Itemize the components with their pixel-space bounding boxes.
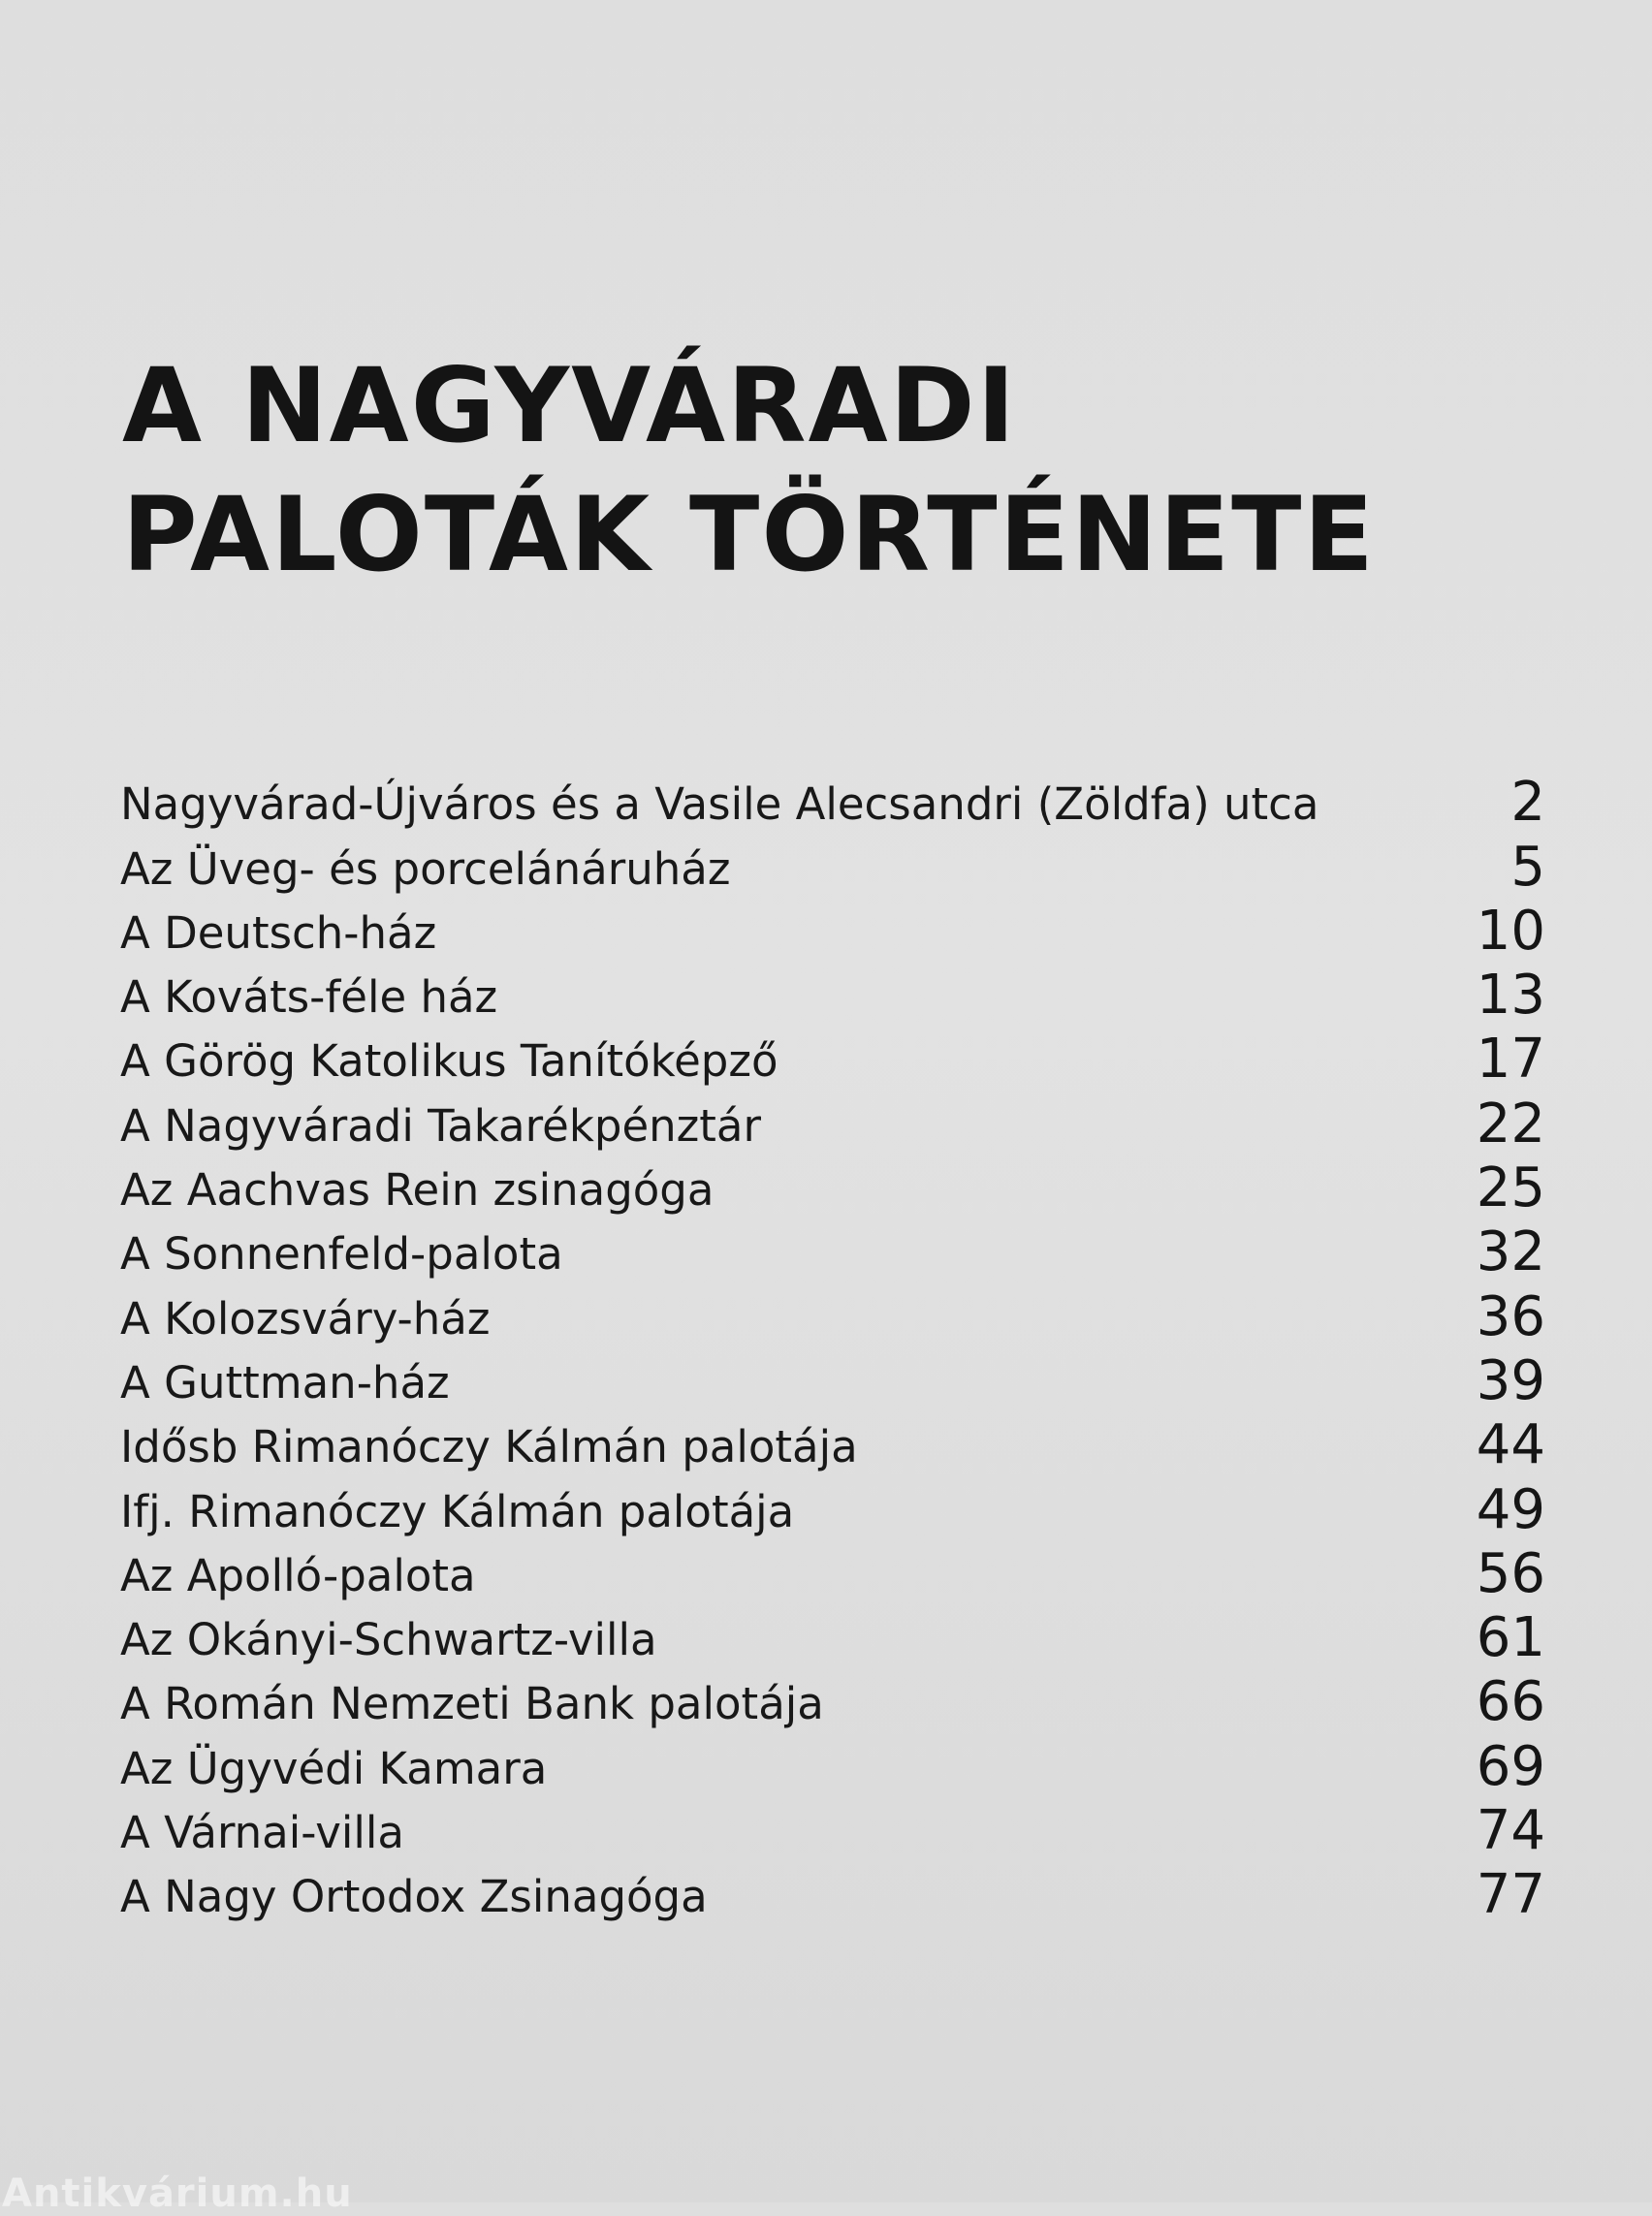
toc-entry-title: Az Üveg- és porcelánáruház — [120, 842, 731, 895]
toc-entry-title: Az Apolló-palota — [120, 1549, 476, 1601]
title-line-2: PALOTÁK TÖRTÉNETE — [122, 475, 1376, 594]
toc-entry — [120, 832, 1545, 899]
toc-entry — [120, 1603, 1545, 1670]
toc-entry — [120, 1218, 1545, 1282]
toc-entry-title: A Kolozsváry-ház — [120, 1292, 491, 1345]
toc-entry-page: 10 — [1476, 899, 1545, 963]
toc-entry-page: 25 — [1476, 1156, 1545, 1220]
toc-entry-title: Az Okányi-Schwartz-villa — [120, 1614, 657, 1666]
toc-entry-title: A Guttman-ház — [120, 1356, 450, 1409]
toc-entry-title: Nagyvárad-Újváros és a Vasile Alecsandri (Zöldfa) utca — [120, 778, 1319, 831]
toc-entry-title: Az Ügyvédi Kamara — [120, 1742, 548, 1794]
toc-entry-page: 36 — [1476, 1284, 1545, 1348]
toc-entry-page: 69 — [1476, 1734, 1545, 1798]
toc-entry-page: 77 — [1476, 1863, 1545, 1927]
toc-entry — [120, 1731, 1545, 1798]
toc-entry — [120, 1474, 1545, 1541]
toc-entry-page: 56 — [1476, 1541, 1545, 1605]
toc-entry — [120, 1346, 1545, 1410]
toc-entry-page: 39 — [1476, 1348, 1545, 1412]
toc-entry-page: 2 — [1510, 771, 1545, 835]
watermark: Antikvárium.hu — [2, 2171, 353, 2216]
toc-entry-page: 22 — [1476, 1092, 1545, 1155]
toc-entry-page: 32 — [1476, 1220, 1545, 1284]
title-line-1: A NAGYVÁRADI — [122, 346, 1018, 465]
toc-entry-title: A Román Nemzeti Bank palotája — [120, 1678, 824, 1730]
toc-entry-title: A Kováts-féle ház — [120, 971, 498, 1024]
toc-entry — [120, 1667, 1545, 1734]
toc-entry — [120, 1860, 1545, 1927]
toc-entry-page: 44 — [1476, 1413, 1545, 1477]
toc-entry — [120, 961, 1545, 1028]
toc-entry — [120, 1796, 1545, 1863]
toc-entry-title: A Nagyváradi Takarékpénztár — [120, 1099, 762, 1152]
toc-entry — [120, 897, 1545, 961]
toc-entry-title: Ifj. Rimanóczy Kálmán palotája — [120, 1485, 795, 1537]
toc-entry-page: 13 — [1476, 964, 1545, 1028]
toc-entry-page: 61 — [1476, 1606, 1545, 1670]
page-title — [122, 341, 1376, 599]
toc-entry-title: A Várnai-villa — [120, 1807, 405, 1859]
toc-entry-title: Idősb Rimanóczy Kálmán palotája — [120, 1421, 858, 1473]
toc-entry — [120, 1089, 1545, 1153]
toc-entry-page: 5 — [1510, 835, 1545, 899]
toc-entry — [120, 1025, 1545, 1092]
toc-entry — [120, 1539, 1545, 1603]
table-of-contents — [120, 768, 1545, 1927]
toc-entry — [120, 1410, 1545, 1477]
toc-entry — [120, 1154, 1545, 1218]
toc-entry-title: A Nagy Ortodox Zsinagóga — [120, 1871, 708, 1923]
toc-entry-page: 66 — [1476, 1670, 1545, 1734]
toc-entry-page: 74 — [1476, 1799, 1545, 1863]
toc-entry-title: Az Aachvas Rein zsinagóga — [120, 1164, 715, 1217]
toc-entry — [120, 768, 1545, 835]
toc-entry-page: 49 — [1476, 1477, 1545, 1541]
toc-entry — [120, 1282, 1545, 1348]
toc-entry-title: A Görög Katolikus Tanítóképző — [120, 1035, 778, 1088]
toc-entry-page: 17 — [1476, 1028, 1545, 1092]
toc-entry-title: A Sonnenfeld-palota — [120, 1228, 563, 1281]
toc-entry-title: A Deutsch-ház — [120, 906, 437, 959]
